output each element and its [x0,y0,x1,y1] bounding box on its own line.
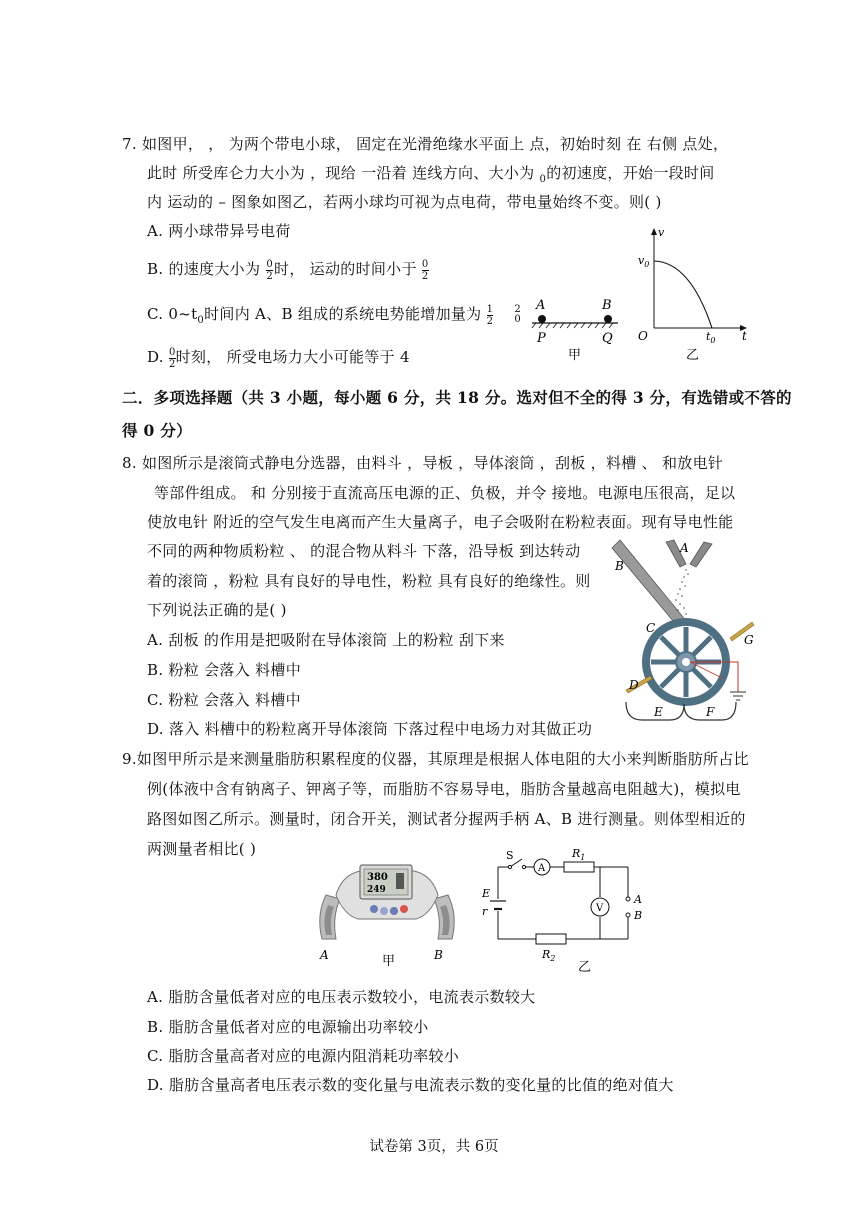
q9-terminal-b [626,913,630,917]
q7-option-c-pre: C. 0~t [147,305,198,323]
q7-yi-label-t: t [742,329,747,343]
q9-resistor-r1 [564,862,594,872]
q8-option-b: B. 粉粒 会落入 料槽中 [147,661,301,679]
q7-yi-v0-sub: 0 [644,260,650,269]
q9-device-display-icon [396,873,404,889]
q7-option-b-frac-den: 2 [266,270,274,282]
q7-line-1: 7. 如图甲， ， 为两个带电小球， 固定在光滑绝缘水平面上 点，初始时刻 在 右侧 点处， [122,135,729,153]
q9-device-button-3 [390,907,398,915]
q7-option-c [147,303,521,327]
q7-line-2-tail: 的初速度，开始一段时间 [546,164,715,182]
q8-option-d: D. 落入 料槽中的粉粒离开导体滚筒 下落过程中电场力对其做正功 [147,720,593,738]
q9-option-b: B. 脂肪含量低者对应的电源输出功率较小 [147,1018,429,1036]
q9-switch-contact-1 [508,865,511,868]
q7-option-c-superscript [514,305,521,325]
q9-r2-main: R [542,948,551,961]
q7-option-c-sub2: 0 [514,314,521,325]
q9-figure-jia [312,855,462,975]
q9-device-display-1: 380 [367,872,388,883]
q7-line-3: 内 运动的 – 图象如图乙，若两小球均可视为点电荷，带电量始终不变。则( ) [147,193,662,211]
q8-line-3: 使放电针 附近的空气发生电离而产生大量离子，电子会吸附在粉粒表面。现有导电性能 [147,513,734,531]
q9-r1-main: R [572,847,581,860]
q7-option-d [147,346,410,370]
q7-yi-label-o: O [638,329,648,343]
q9-jia-label-a: A [320,948,329,962]
q8-label-e: E [654,705,663,719]
q9-device-button-1 [370,905,378,913]
q8-ground-symbol [730,692,746,700]
q8-line-5: 着的滚筒 ，粉粒 具有良好的导电性，粉粒 具有良好的绝缘性。则 [147,572,591,590]
q7-option-b-mid: 时， 运动的时间小于 [274,260,417,278]
q8-drum-axle [682,658,690,666]
q9-device-button-4 [400,905,408,913]
q8-line-2: 等部件组成。 和 分别接于直流高压电源的正、负极，并令 接地。电源电压很高，足以 [154,484,736,502]
q7-option-d-frac-num: 0 [168,346,176,358]
q9-resistor-r2 [536,934,566,944]
q9-circuit-wires [498,859,628,939]
q7-yi-label-t0 [706,330,716,345]
q7-option-b-fraction [266,259,273,282]
q9-label-terminal-b: B [634,909,643,922]
q7-option-c-mid: 时间内 A、B 组成的系统电势能增加量为 [204,305,482,323]
q9-terminal-a [626,897,630,901]
q9-r1-sub: 1 [580,853,586,862]
q7-option-d-tail: 时刻， 所受电场力大小可能等于 4 [175,348,410,366]
q7-jia-ball-b [604,315,612,323]
q7-figure-yi [630,222,755,364]
q9-figure-yi [478,845,658,975]
q8-figure-separator [606,530,758,725]
q9-voltmeter-label: V [596,903,604,914]
q9-line-4: 两测量者相比( ) [147,840,257,858]
q9-label-e: E [482,887,491,900]
q9-jia-caption: 甲 [382,954,396,969]
q7-option-c-sup: 2 [514,304,521,315]
q7-yi-t0-main: t [706,330,711,343]
q7-option-c-frac-num: 1 [486,303,494,315]
q7-jia-label-q: Q [602,331,613,346]
q9-option-a: A. 脂肪含量低者对应的电压表示数较小，电流表示数较大 [147,988,536,1006]
q8-option-a: A. 刮板 的作用是把吸附在导体滚筒 上的粉粒 刮下来 [147,631,505,649]
q9-device-button-2 [380,907,388,915]
q8-label-b: B [615,559,624,573]
q9-line-1: 9.如图甲所示是来测量脂肪积累程度的仪器，其原理是根据人体电阻的大小来判断脂肪所占比 [122,750,749,768]
q7-option-c-sub: 0 [197,315,205,326]
q8-label-d: D [629,678,639,692]
q9-label-r2 [541,948,555,963]
q7-option-d-fraction [169,347,176,370]
q7-jia-ball-a [538,315,546,323]
q9-label-r: r [482,905,488,918]
q8-label-f: F [706,705,715,719]
q8-label-a: A [680,541,689,555]
q7-yi-label-v: v [658,226,665,239]
section-2-heading-line-2: 得 0 分） [122,421,192,440]
q7-option-b-frac2-num: 0 [421,258,429,270]
q9-label-terminal-a: A [634,893,642,906]
q9-switch-contact-2 [522,865,525,868]
q8-label-c: C [646,621,656,635]
q9-ammeter-label: A [538,863,546,874]
q7-yi-v-arrow [651,228,657,235]
q9-label-s: S [506,849,514,862]
q7-option-b-fraction-2 [422,259,429,282]
q9-yi-caption: 乙 [578,960,592,975]
q7-option-c-frac-den: 2 [486,315,494,327]
q9-line-3: 路图如图乙所示。测量时，闭合开关，测试者分握两手柄 A、B 进行测量。则体型相近的 [147,810,746,828]
q7-jia-caption: 甲 [568,348,582,363]
q8-line-1: 8. 如图所示是滚筒式静电分选器，由料斗 ，导板 ，导体滚筒 ，刮板 ，料槽 、 和放电针 [122,454,724,472]
q9-jia-label-b: B [434,948,443,962]
q7-option-b-pre: B. 的速度大小为 [147,260,261,278]
section-2-heading-line-1: 二．多项选择题（共 3 小题，每小题 6 分，共 18 分。选对但不全的得 3 分，有选错或不答的 [122,388,792,407]
q7-line-2 [147,162,715,185]
q7-yi-caption: 乙 [686,348,700,363]
q8-line-4: 不同的两种物质粉粒 、 的混合物从料斗 下落，沿导板 到达转动 [147,542,581,560]
q8-option-c: C. 粉粒 会落入 料槽中 [147,691,301,709]
q8-label-g: G [744,633,754,647]
q7-yi-t0-sub: 0 [710,336,716,345]
q7-option-a: A. 两小球带异号电荷 [147,222,291,240]
q8-hopper-right [690,542,712,567]
q7-jia-hatching [532,323,613,328]
q9-line-2: 例(体液中含有钠离子、钾离子等，而脂肪不容易导电，脂肪含量越高电阻越大)，模拟电 [147,780,741,798]
q9-r2-sub: 2 [550,954,556,963]
q9-option-c: C. 脂肪含量高者对应的电源内阻消耗功率较小 [147,1047,460,1065]
q7-option-c-fraction [487,304,494,327]
q7-figure-jia [528,296,628,364]
q9-label-r1 [571,847,585,862]
q7-option-d-pre: D. [147,348,164,366]
q7-option-b-frac-num: 0 [266,258,274,270]
q7-jia-label-a: A [536,298,546,313]
q8-line-6: 下列说法正确的是( ) [147,601,287,619]
q7-line-2-head: 此时 所受库仑力大小为 ，现给 一沿着 连线方向、大小为 [147,164,540,182]
q9-device-display-2: 249 [367,885,386,895]
q7-yi-curve [654,261,712,328]
q7-yi-v0-main: v [638,254,645,267]
q7-yi-label-v0 [638,254,649,269]
q7-option-b [147,258,429,282]
q7-jia-label-p: P [537,331,546,346]
page-footer: 试卷第 3页，共 6页 [369,1139,499,1155]
q7-jia-label-b: B [602,298,612,313]
q9-option-d: D. 脂肪含量高者电压表示数的变化量与电流表示数的变化量的比值的绝对值大 [147,1076,674,1094]
q7-option-b-frac2-den: 2 [421,270,429,282]
q7-line-2-sub: 0 [539,174,547,185]
q7-option-d-frac-den: 2 [168,358,176,370]
